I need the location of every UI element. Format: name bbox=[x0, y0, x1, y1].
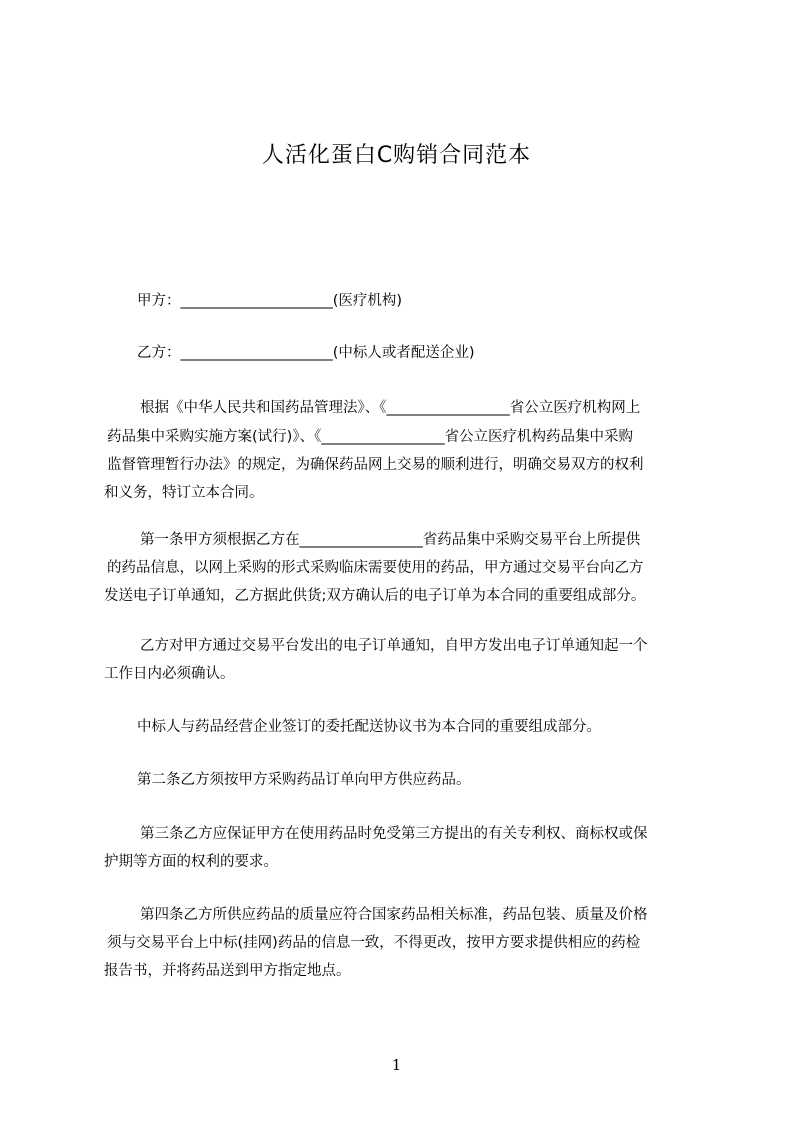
paragraph-line: 药品集中采购实施方案(试行)》、《_________________省公立医疗机构药品集中采购 bbox=[107, 429, 634, 445]
paragraph-line: 第三条乙方应保证甲方在使用药品时免受第三方提出的有关专利权、商标权或保 bbox=[140, 826, 648, 842]
paragraph-line: 工作日内必须确认。 bbox=[104, 666, 235, 682]
paragraph-line: 发送电子订单通知，乙方据此供货;双方确认后的电子订单为本合同的重要组成部分。 bbox=[104, 588, 646, 604]
paragraph-line: 和义务，特订立本合同。 bbox=[104, 485, 264, 501]
paragraph-line: 第四条乙方所供应药品的质量应符合国家药品相关标准，药品包装、质量及价格 bbox=[140, 907, 648, 923]
party-a-line: 甲方：_____________________(医疗机构) bbox=[137, 293, 403, 309]
page-number: 1 bbox=[391, 1056, 402, 1074]
paragraph-line: 须与交易平台上中标(挂网)药品的信息一致，不得更改，按甲方要求提供相应的药检 bbox=[107, 935, 641, 951]
paragraph-line: 的药品信息，以网上采购的形式采购临床需要使用的药品，甲方通过交易平台向乙方 bbox=[107, 560, 644, 576]
paragraph-line: 根据《中华人民共和国药品管理法》、《_________________省公立医疗机构网上 bbox=[140, 400, 641, 416]
party-b-line: 乙方：_____________________(中标人或者配送企业) bbox=[137, 345, 475, 361]
paragraph-line: 监督管理暂行办法》的规定，为确保药品网上交易的顺利进行，明确交易双方的权利 bbox=[107, 457, 644, 473]
paragraph-line: 护期等方面的权利的要求。 bbox=[104, 854, 278, 870]
paragraph-line: 第一条甲方须根据乙方在_________________省药品集中采购交易平台上所提供 bbox=[140, 532, 641, 548]
document-title: 人活化蛋白C购销合同范本 bbox=[261, 143, 532, 168]
paragraph-line: 报告书，并将药品送到甲方指定地点。 bbox=[104, 963, 351, 979]
paragraph-line: 乙方对甲方通过交易平台发出的电子订单通知，自甲方发出电子订单通知起一个 bbox=[140, 638, 648, 654]
article-2-paragraph: 第二条乙方须按甲方采购药品订单向甲方供应药品。 bbox=[137, 772, 471, 788]
delegation-paragraph: 中标人与药品经营企业签订的委托配送协议书为本合同的重要组成部分。 bbox=[137, 719, 601, 735]
